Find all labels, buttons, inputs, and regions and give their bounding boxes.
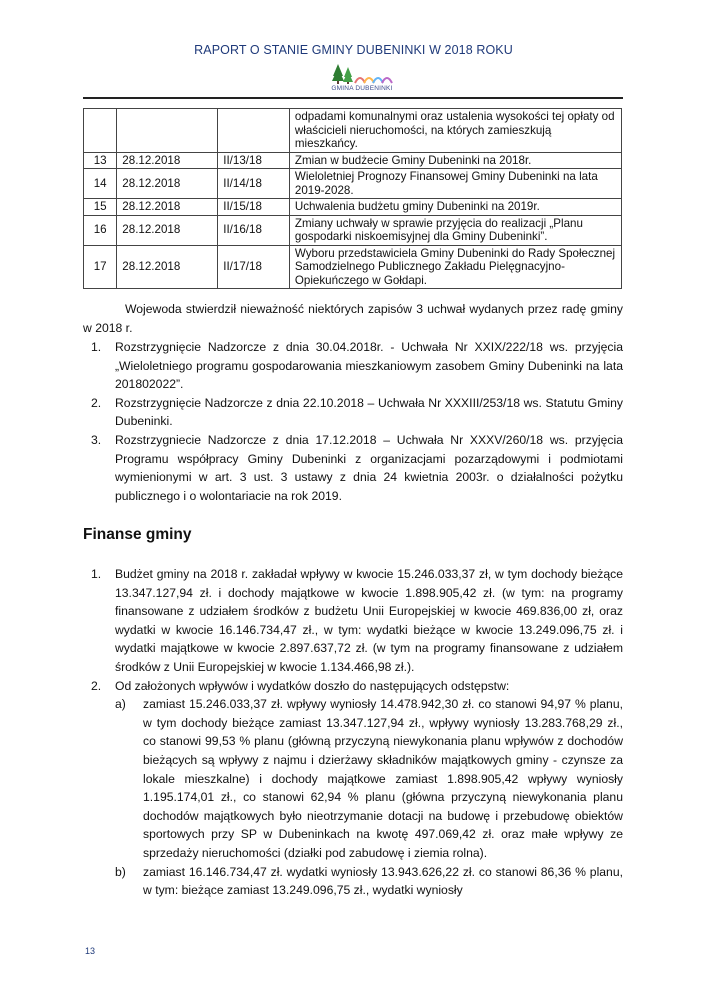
sublist-item-text: zamiast 16.146.734,47 zł. wydatki wyniosły 13.943.626,22 zł. co stanowi 86,36 % planu, w tym: bieżące zamiast 13.249.096,75 zł., wydatki wyniosły xyxy=(143,864,623,898)
list-item xyxy=(83,338,623,394)
list-item-text: Rozstrzygniecie Nadzorcze z dnia 17.12.2018 – Uchwała Nr XXXV/260/18 ws. przyjęcia Programu współpracy Gminy Dubeninki z organizacjami pozarządowymi i podmiotami wymienionymi w art. 3 ust. 3 ustawy z dnia 24 kwietnia 2003r. o działalności pożytku publicznego i o wolontariacie na rok 2019. xyxy=(115,432,623,503)
intro-paragraph xyxy=(83,300,623,337)
row-resolution-number: II/16/18 xyxy=(218,215,290,245)
sublist-item xyxy=(115,863,623,900)
row-number: 17 xyxy=(84,245,117,289)
row-date xyxy=(117,109,218,153)
row-description: Zmiany uchwały w sprawie przyjęcia do realizacji „Planu gospodarki niskoemisyjnej dla Gminy Dubeninki”. xyxy=(289,215,621,245)
sublist-item-letter: b) xyxy=(115,864,126,879)
deviations-sublist xyxy=(115,695,623,900)
row-date: 28.12.2018 xyxy=(117,169,218,199)
row-number: 13 xyxy=(84,152,117,169)
row-description: odpadami komunalnymi oraz ustalenia wysokości tej opłaty od właścicieli nieruchomości, na których zamieszkują mieszkańcy. xyxy=(289,109,621,153)
list-item-number: 1. xyxy=(91,340,102,354)
row-description: Zmian w budżecie Gminy Dubeninki na 2018r. xyxy=(289,152,621,169)
row-resolution-number: II/15/18 xyxy=(218,199,290,216)
table-row xyxy=(84,152,622,169)
list-item-number: 2. xyxy=(91,395,102,410)
list-item xyxy=(83,431,623,505)
sublist-item-text: zamiast 15.246.033,37 zł. wpływy wyniosły 14.478.942,30 zł. co stanowi 94,97 % planu, w tym dochody bieżące zamiast 13.347.127,94 zł., wpływy wyniosły 13.283.768,29 zł., co stanowi 99,53 % planu (główną przyczyną niewykonania planu wpływów z dochodów bieżących są wpływy z najmu i dzierżawy składników majątkowych gminy - czynsze za lokale mieszkalne) i dochody majątkowe zamiast 1.898.905,42 wpływy wyniosły 1.195.174,01 zł., co stanowi 62,94 % planu (główna przyczyną niewykonania planu dochodów majątkowych było nieotrzymanie dotacji na budowę i przebudowę obiektów sportowych przy SP w Dubeninkach na kwotę 497.069,42 zł. oraz małe wpływy ze sprzedaży nieruchomości (działki pod zabudowę i ziemia rolna). xyxy=(143,697,623,860)
intro-text: Wojewoda stwierdził nieważność niektórych zapisów 3 uchwał wydanych przez radę gminy w 2018 r. xyxy=(83,302,623,335)
table-row xyxy=(84,169,622,199)
report-header-title: RAPORT O STANIE GMINY DUBENINKI W 2018 ROKU xyxy=(194,43,513,57)
list-item-text: Budżet gminy na 2018 r. zakładał wpływy w kwocie 15.246.033,37 zł, w tym dochody bieżące 13.347.127,94 zł. i dochody majątkowe w kwocie 1.898.905,42 zł. (w tym: na programy finansowane z udziałem środków z budżetu Unii Europejskiej w kwocie 469.836,00 zł, oraz wydatki w kwocie 16.146.734,47 zł., w tym: wydatki bieżące w kwocie 13.249.096,75 zł. i wydatki majątkowe w kwocie 2.897.637,72 zł. (w tym na programy finansowane z udziałem środków z Unii Europejskiej w kwocie 1.134.466,98 zł.). xyxy=(115,567,623,674)
row-number xyxy=(84,109,117,153)
row-date: 28.12.2018 xyxy=(117,199,218,216)
list-item-number: 2. xyxy=(91,678,102,693)
table-row xyxy=(84,245,622,289)
list-item-number: 1. xyxy=(91,567,102,581)
row-number: 16 xyxy=(84,215,117,245)
list-item-text: Rozstrzygnięcie Nadzorcze z dnia 22.10.2018 – Uchwała Nr XXXIII/253/18 ws. Statutu Gminy Dubeninki. xyxy=(115,395,623,429)
table-row xyxy=(84,215,622,245)
row-resolution-number: II/14/18 xyxy=(218,169,290,199)
row-resolution-number: II/13/18 xyxy=(218,152,290,169)
row-date: 28.12.2018 xyxy=(117,152,218,169)
row-number: 14 xyxy=(84,169,117,199)
supervisory-rulings-list xyxy=(83,338,623,505)
gmina-logo xyxy=(331,62,393,98)
header-divider xyxy=(83,97,623,99)
page-number: 13 xyxy=(85,946,96,956)
list-item xyxy=(83,394,623,431)
list-item-text: Od założonych wpływów i wydatków doszło do następujących odstępstw: xyxy=(115,678,510,693)
row-resolution-number: II/17/18 xyxy=(218,245,290,289)
section-heading: Finanse gminy xyxy=(83,526,192,543)
resolutions-table xyxy=(83,108,622,289)
row-date: 28.12.2018 xyxy=(117,215,218,245)
row-description: Uchwalenia budżetu gminy Dubeninki na 2019r. xyxy=(289,199,621,216)
tree-arches-logo-icon xyxy=(331,62,393,86)
finance-list xyxy=(83,565,623,900)
row-resolution-number xyxy=(218,109,290,153)
row-date: 28.12.2018 xyxy=(117,245,218,289)
list-item-text: Rozstrzygnięcie Nadzorcze z dnia 30.04.2018r. - Uchwała Nr XXIX/222/18 ws. przyjęcia „Wieloletniego programu gospodarowania mieszkaniowym zasobem Gminy Dubeninki na lata 201802022”. xyxy=(115,340,623,392)
sublist-item xyxy=(115,695,623,862)
sublist-item-letter: a) xyxy=(115,697,126,712)
logo-caption: GMINA DUBENINKI xyxy=(331,85,393,92)
table-row xyxy=(84,199,622,216)
table-row xyxy=(84,109,622,153)
list-item xyxy=(83,565,623,677)
row-number: 15 xyxy=(84,199,117,216)
list-item xyxy=(83,677,623,900)
row-description: Wieloletniej Prognozy Finansowej Gminy Dubeninki na lata 2019-2028. xyxy=(289,169,621,199)
row-description: Wyboru przedstawiciela Gminy Dubeninki do Rady Społecznej Samodzielnego Publicznego Zakładu Pielęgnacyjno-Opiekuńczego w Gołdapi. xyxy=(289,245,621,289)
list-item-number: 3. xyxy=(91,432,102,447)
